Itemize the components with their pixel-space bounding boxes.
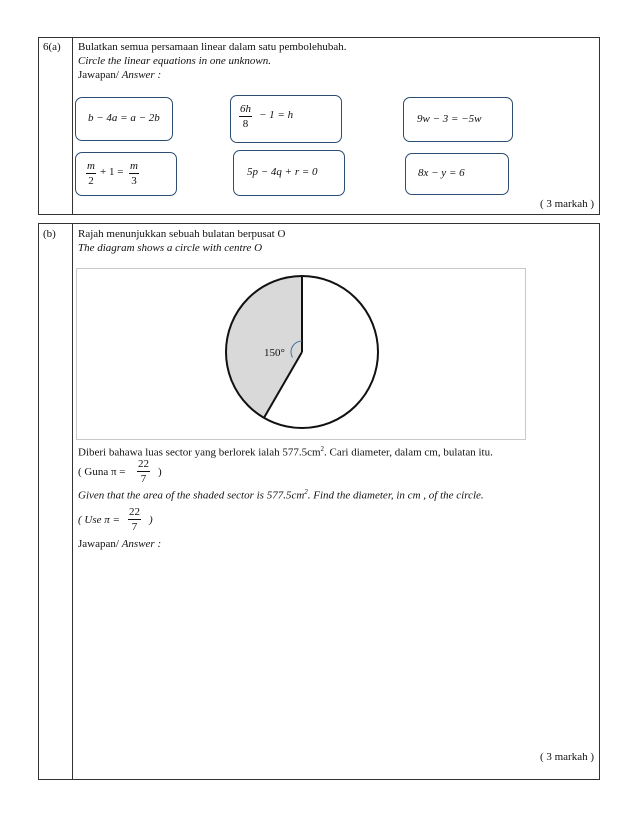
equation-box-3[interactable]	[403, 97, 513, 142]
equation-box-6[interactable]	[405, 153, 509, 195]
use-pi-english-close: )	[149, 514, 153, 526]
equation-2-fraction	[239, 102, 252, 131]
pi-fraction-malay	[137, 457, 150, 486]
given-english-part1: Given that the area of the shaded sector is 577.5cm	[78, 489, 305, 502]
angle-label: 150°	[264, 347, 285, 359]
equation-box-5[interactable]	[233, 150, 345, 196]
equation-4-middle: + 1 =	[100, 166, 124, 178]
equation-2-numerator: 6h	[240, 103, 251, 115]
equation-3: 9w − 3 = −5w	[417, 113, 482, 125]
instruction-malay: Bulatkan semua persamaan linear dalam satu pembolehubah.	[78, 41, 347, 53]
circle-diagram-frame	[76, 268, 526, 440]
circle-diagram	[77, 269, 527, 441]
pi-fraction-malay-numerator: 22	[138, 458, 149, 470]
given-malay-part1: Diberi bahawa luas sector yang berlorek ialah 577.5cm	[78, 446, 321, 459]
answer-label-6b-malay: Jawapan/	[78, 538, 119, 550]
equation-4-numerator-left: m	[87, 160, 95, 172]
equation-5: 5p − 4q + r = 0	[247, 166, 318, 178]
equation-box-1[interactable]	[75, 97, 173, 141]
pi-fraction-malay-denominator: 7	[140, 473, 147, 485]
equation-4-denominator-right: 3	[131, 175, 137, 187]
given-english	[78, 488, 484, 503]
equation-4-numerator-right: m	[130, 160, 138, 172]
equation-1: b − 4a = a − 2b	[88, 112, 160, 124]
given-malay-part2: . Cari diameter, dalam cm, bulatan itu.	[324, 446, 493, 459]
use-pi-malay: ( Guna π =	[78, 466, 126, 478]
given-english-part2: . Find the diameter, in cm , of the circle.	[307, 489, 484, 502]
given-english-superscript: 2	[304, 488, 308, 496]
pi-fraction-english-denominator: 7	[131, 521, 138, 533]
answer-label-malay: Jawapan/	[78, 69, 119, 81]
equation-2-denominator: 8	[242, 118, 249, 130]
question-6b-number: (b)	[43, 228, 56, 240]
instruction-english: Circle the linear equations in one unknown.	[78, 55, 271, 67]
answer-label-english: Answer :	[121, 69, 162, 81]
given-malay-superscript: 2	[320, 445, 325, 453]
question-6a-number: 6(a)	[43, 41, 61, 53]
question-6b-marks: ( 3 markah )	[539, 751, 594, 763]
use-pi-english: ( Use π =	[78, 514, 120, 526]
question-6b-divider	[72, 223, 73, 780]
question-6a-divider	[72, 37, 73, 215]
equation-2-rest: − 1 = h	[259, 109, 294, 121]
answer-label-6b	[78, 538, 161, 552]
pi-fraction-english	[128, 505, 141, 534]
answer-label	[78, 69, 161, 83]
equation-4-fraction-left	[86, 159, 96, 188]
equation-box-2[interactable]	[230, 95, 342, 143]
intro-malay: Rajah menunjukkan sebuah bulatan berpusat O	[78, 228, 286, 240]
use-pi-malay-close: )	[158, 466, 162, 478]
pi-fraction-english-numerator: 22	[129, 506, 140, 518]
equation-4-denominator-left: 2	[88, 175, 94, 187]
equation-box-4[interactable]	[75, 152, 177, 196]
equation-4-fraction-right	[129, 159, 139, 188]
equation-6: 8x − y = 6	[418, 167, 465, 179]
answer-label-6b-english: Answer :	[121, 538, 162, 550]
intro-english: The diagram shows a circle with centre O	[78, 242, 263, 254]
question-6a-marks: ( 3 markah )	[539, 198, 594, 210]
